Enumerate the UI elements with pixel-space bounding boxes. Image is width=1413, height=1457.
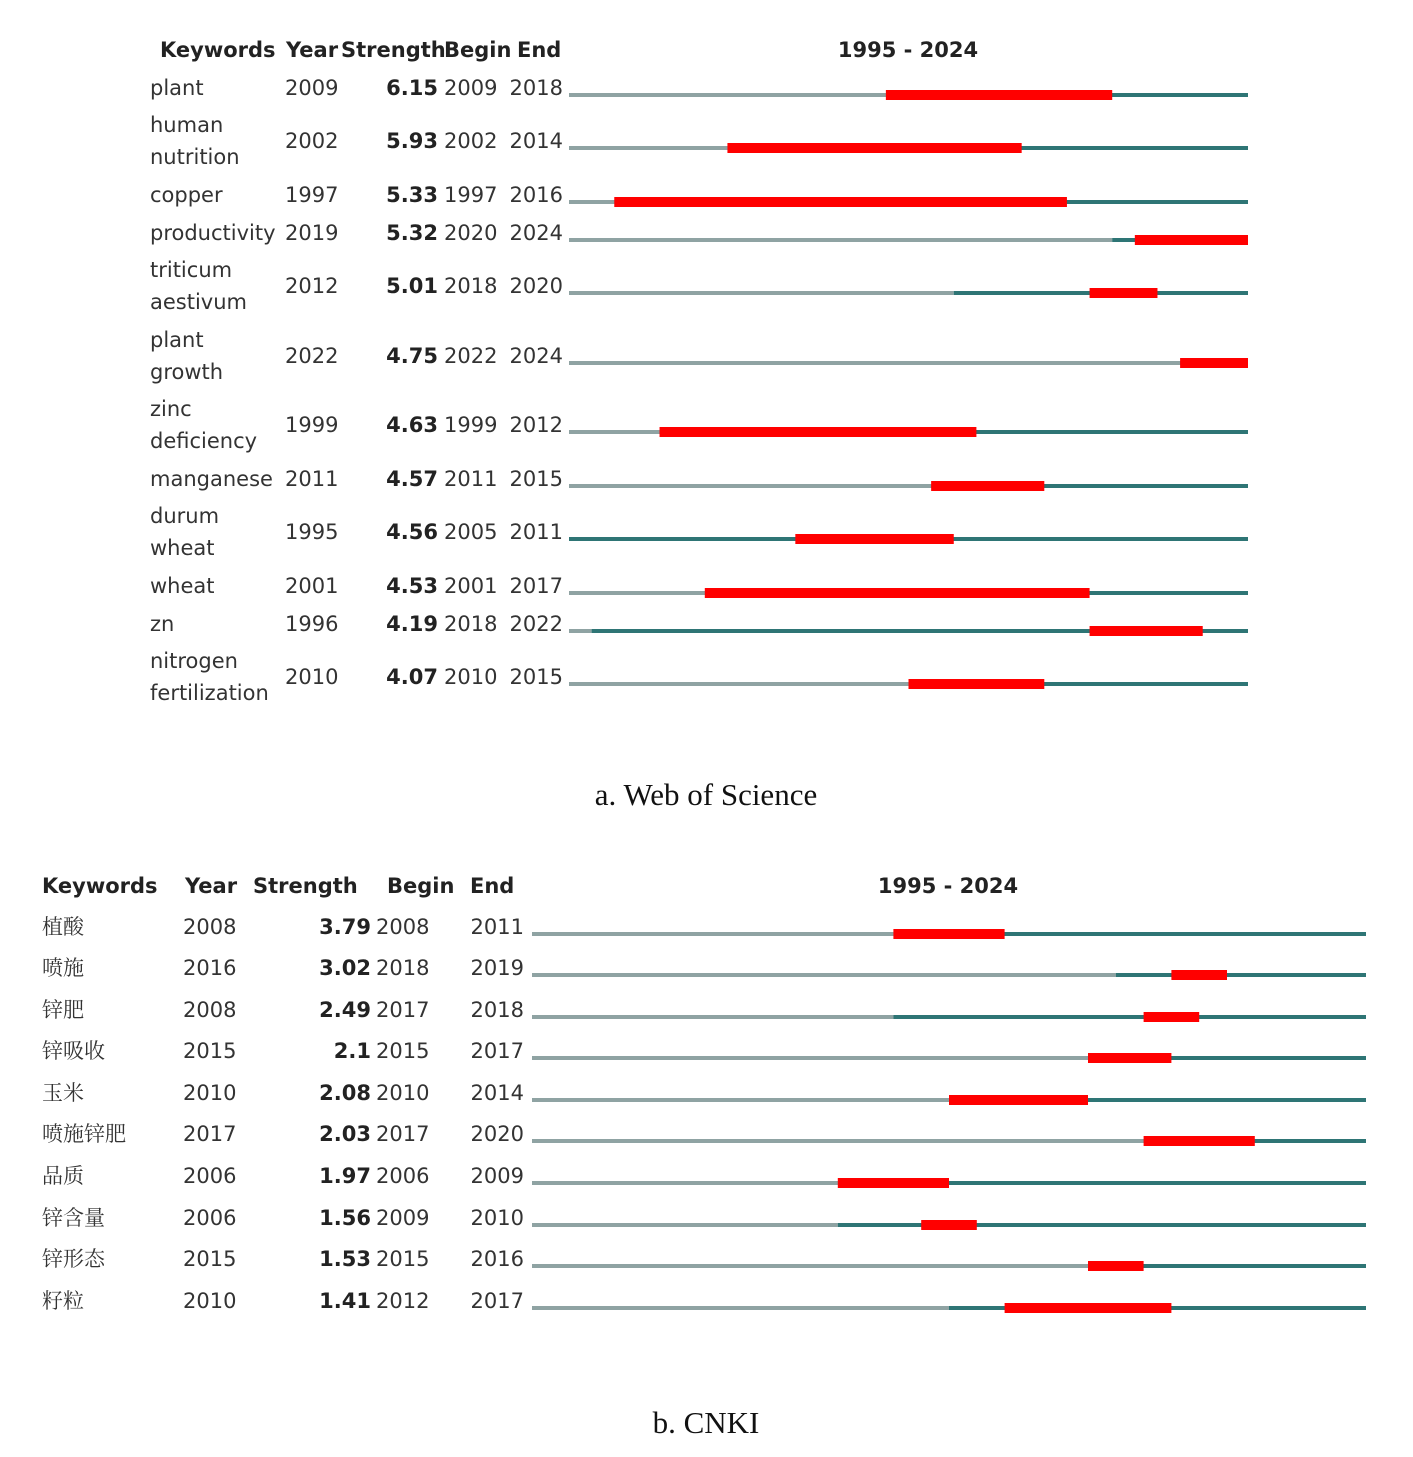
burst-bar bbox=[1090, 626, 1203, 636]
keyword-label: wheat bbox=[150, 574, 215, 598]
keyword-label: 籽粒 bbox=[42, 1289, 84, 1313]
year-value: 2015 bbox=[183, 1247, 237, 1271]
burst-bar bbox=[1135, 235, 1248, 245]
header-strength: Strength bbox=[341, 38, 446, 62]
burst-bar bbox=[705, 588, 1090, 598]
keyword-label: wheat bbox=[150, 536, 215, 560]
begin-value: 2018 bbox=[444, 612, 498, 636]
header-range: 1995 - 2024 bbox=[877, 874, 1019, 898]
strength-value: 2.08 bbox=[319, 1081, 371, 1105]
year-value: 2015 bbox=[183, 1039, 237, 1063]
end-value: 2018 bbox=[470, 998, 524, 1022]
begin-value: 2006 bbox=[376, 1164, 430, 1188]
keyword-label: 锌含量 bbox=[42, 1206, 105, 1230]
end-value: 2017 bbox=[509, 574, 563, 598]
strength-value: 4.57 bbox=[386, 467, 438, 491]
keyword-label: growth bbox=[150, 360, 224, 384]
year-value: 2017 bbox=[183, 1122, 237, 1146]
year-value: 1996 bbox=[285, 612, 339, 636]
year-value: 2022 bbox=[285, 344, 339, 368]
begin-value: 2002 bbox=[444, 129, 498, 153]
keyword-label: 品质 bbox=[42, 1164, 84, 1188]
end-value: 2016 bbox=[470, 1247, 524, 1271]
begin-value: 2015 bbox=[376, 1039, 430, 1063]
year-value: 2010 bbox=[285, 665, 339, 689]
strength-value: 4.19 bbox=[386, 612, 438, 636]
year-value: 2019 bbox=[285, 221, 339, 245]
keyword-label: plant bbox=[150, 76, 204, 100]
header-end: End bbox=[517, 38, 562, 62]
year-value: 2016 bbox=[183, 956, 237, 980]
burst-bar bbox=[921, 1220, 977, 1230]
burst-bar bbox=[1090, 288, 1158, 298]
year-value: 1997 bbox=[285, 183, 339, 207]
header-range: 1995 - 2024 bbox=[837, 38, 979, 62]
keyword-label: manganese bbox=[150, 467, 273, 491]
keyword-label: zinc bbox=[150, 397, 192, 421]
keyword-label: human bbox=[150, 113, 224, 137]
strength-value: 1.97 bbox=[319, 1164, 371, 1188]
burst-bar bbox=[1180, 358, 1248, 368]
end-value: 2020 bbox=[509, 274, 563, 298]
begin-value: 2010 bbox=[444, 665, 498, 689]
year-value: 2009 bbox=[285, 76, 339, 100]
strength-value: 2.1 bbox=[333, 1039, 371, 1063]
keyword-label: zn bbox=[150, 612, 175, 636]
end-value: 2014 bbox=[470, 1081, 524, 1105]
burst-bar bbox=[1144, 1136, 1255, 1146]
year-value: 2008 bbox=[183, 915, 237, 939]
header-keywords: Keywords bbox=[42, 874, 158, 898]
header-keywords: Keywords bbox=[160, 38, 276, 62]
strength-value: 1.56 bbox=[319, 1206, 371, 1230]
strength-value: 2.03 bbox=[319, 1122, 371, 1146]
end-value: 2019 bbox=[470, 956, 524, 980]
keyword-label: 锌吸收 bbox=[42, 1039, 105, 1063]
burst-bar bbox=[949, 1095, 1088, 1105]
keyword-label: productivity bbox=[150, 221, 276, 245]
end-value: 2011 bbox=[470, 915, 524, 939]
burst-bar bbox=[614, 197, 1067, 207]
end-value: 2024 bbox=[509, 221, 563, 245]
burst-bar bbox=[727, 143, 1021, 153]
keyword-label: 植酸 bbox=[42, 915, 84, 939]
keyword-label: 喷施 bbox=[42, 956, 84, 980]
end-value: 2020 bbox=[470, 1122, 524, 1146]
keyword-label: nitrogen bbox=[150, 649, 238, 673]
burst-bar bbox=[1088, 1261, 1144, 1271]
keyword-label: nutrition bbox=[150, 145, 240, 169]
strength-value: 4.56 bbox=[386, 520, 438, 544]
begin-value: 2018 bbox=[444, 274, 498, 298]
strength-value: 1.41 bbox=[319, 1289, 371, 1313]
strength-value: 4.63 bbox=[386, 413, 438, 437]
year-value: 2011 bbox=[285, 467, 339, 491]
year-value: 2002 bbox=[285, 129, 339, 153]
strength-value: 5.32 bbox=[386, 221, 438, 245]
strength-value: 5.01 bbox=[386, 274, 438, 298]
begin-value: 2017 bbox=[376, 998, 430, 1022]
header-begin: Begin bbox=[387, 874, 455, 898]
year-value: 2010 bbox=[183, 1081, 237, 1105]
strength-value: 5.93 bbox=[386, 129, 438, 153]
strength-value: 3.79 bbox=[319, 915, 371, 939]
end-value: 2024 bbox=[509, 344, 563, 368]
burst-bar bbox=[893, 929, 1004, 939]
end-value: 2012 bbox=[509, 413, 563, 437]
year-value: 2008 bbox=[183, 998, 237, 1022]
burst-bar bbox=[1144, 1012, 1200, 1022]
begin-value: 1997 bbox=[444, 183, 498, 207]
burst-bar bbox=[795, 534, 953, 544]
begin-value: 2020 bbox=[444, 221, 498, 245]
begin-value: 2009 bbox=[444, 76, 498, 100]
header-year: Year bbox=[185, 874, 238, 898]
begin-value: 2017 bbox=[376, 1122, 430, 1146]
begin-value: 2011 bbox=[444, 467, 498, 491]
year-value: 1995 bbox=[285, 520, 339, 544]
burst-bar bbox=[909, 679, 1045, 689]
keyword-label: 玉米 bbox=[42, 1081, 84, 1105]
header-strength: Strength bbox=[253, 874, 358, 898]
keyword-label: 锌肥 bbox=[42, 998, 84, 1022]
begin-value: 2022 bbox=[444, 344, 498, 368]
begin-value: 2008 bbox=[376, 915, 430, 939]
begin-value: 2012 bbox=[376, 1289, 430, 1313]
year-value: 2006 bbox=[183, 1164, 237, 1188]
keyword-label: 锌形态 bbox=[42, 1247, 105, 1271]
begin-value: 2009 bbox=[376, 1206, 430, 1230]
strength-value: 5.33 bbox=[386, 183, 438, 207]
end-value: 2009 bbox=[470, 1164, 524, 1188]
keyword-label: aestivum bbox=[150, 290, 247, 314]
end-value: 2014 bbox=[509, 129, 563, 153]
burst-bar bbox=[1088, 1053, 1171, 1063]
header-begin: Begin bbox=[444, 38, 512, 62]
begin-value: 2015 bbox=[376, 1247, 430, 1271]
keyword-label: triticum bbox=[150, 258, 233, 282]
end-value: 2015 bbox=[509, 467, 563, 491]
burst-bar bbox=[838, 1178, 949, 1188]
burst-bar bbox=[660, 427, 977, 437]
strength-value: 3.02 bbox=[319, 956, 371, 980]
year-value: 2010 bbox=[183, 1289, 237, 1313]
burst-bar bbox=[1171, 970, 1227, 980]
begin-value: 2001 bbox=[444, 574, 498, 598]
keyword-label: durum bbox=[150, 504, 220, 528]
strength-value: 4.07 bbox=[386, 665, 438, 689]
keyword-label: deficiency bbox=[150, 429, 258, 453]
burst-bar bbox=[931, 481, 1044, 491]
end-value: 2011 bbox=[509, 520, 563, 544]
keyword-label: fertilization bbox=[150, 681, 269, 705]
end-value: 2022 bbox=[509, 612, 563, 636]
strength-value: 1.53 bbox=[319, 1247, 371, 1271]
end-value: 2010 bbox=[470, 1206, 524, 1230]
year-value: 1999 bbox=[285, 413, 339, 437]
burst-bar bbox=[886, 90, 1112, 100]
strength-value: 6.15 bbox=[386, 76, 438, 100]
begin-value: 2005 bbox=[444, 520, 498, 544]
begin-value: 2010 bbox=[376, 1081, 430, 1105]
end-value: 2017 bbox=[470, 1039, 524, 1063]
keyword-label: 喷施锌肥 bbox=[42, 1122, 126, 1146]
year-value: 2012 bbox=[285, 274, 339, 298]
end-value: 2016 bbox=[509, 183, 563, 207]
header-year: Year bbox=[286, 38, 339, 62]
keyword-label: copper bbox=[150, 183, 223, 207]
figure-caption: b. CNKI bbox=[652, 1405, 760, 1440]
header-end: End bbox=[470, 874, 515, 898]
strength-value: 4.53 bbox=[386, 574, 438, 598]
figure-caption: a. Web of Science bbox=[594, 777, 818, 812]
strength-value: 2.49 bbox=[319, 998, 371, 1022]
end-value: 2017 bbox=[470, 1289, 524, 1313]
end-value: 2018 bbox=[509, 76, 563, 100]
year-value: 2006 bbox=[183, 1206, 237, 1230]
end-value: 2015 bbox=[509, 665, 563, 689]
year-value: 2001 bbox=[285, 574, 339, 598]
burst-bar bbox=[1005, 1303, 1172, 1313]
strength-value: 4.75 bbox=[386, 344, 438, 368]
keyword-label: plant bbox=[150, 328, 204, 352]
begin-value: 2018 bbox=[376, 956, 430, 980]
begin-value: 1999 bbox=[444, 413, 498, 437]
